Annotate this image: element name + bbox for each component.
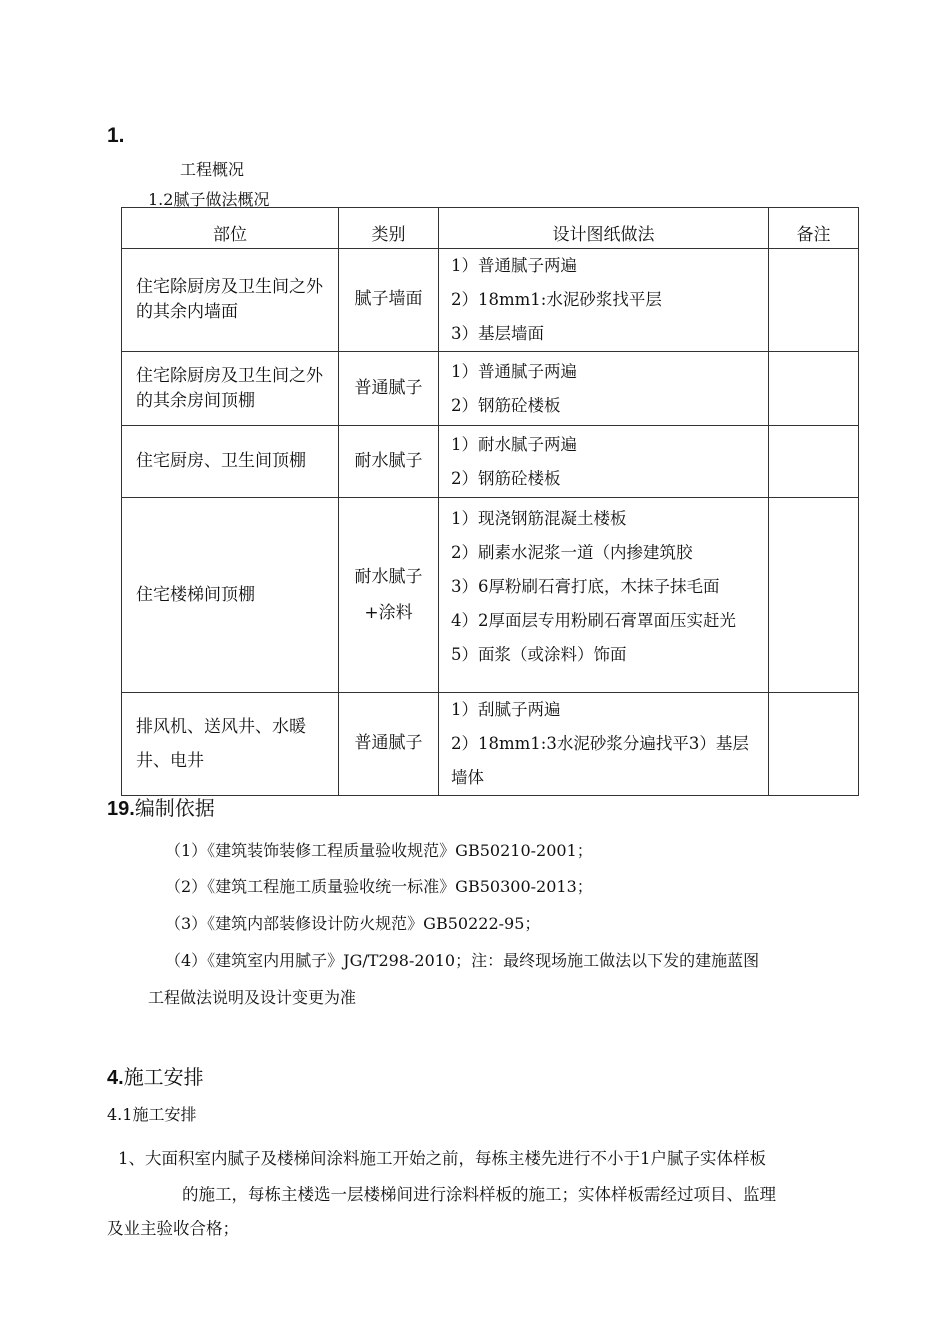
design-step: 3）6厚粉刷石膏打底，木抹子抹毛面 — [451, 577, 720, 596]
design-step: 2）钢筋砼楼板 — [451, 468, 561, 488]
row-category: 普通腻子 — [339, 693, 439, 796]
design-step: 1）刮腻子两遍 — [451, 700, 561, 719]
design-step: 2）刷素水泥浆一道（内掺建筑胶 — [451, 543, 693, 562]
table-row — [122, 249, 859, 352]
header-note: 备注 — [769, 208, 859, 249]
row-note — [769, 693, 859, 796]
row-part: 住宅除厨房及卫生间之外的其余内墙面 — [122, 249, 339, 352]
header-part: 部位 — [122, 208, 339, 249]
row-category: 耐水腻子 — [339, 426, 439, 498]
row-design — [439, 426, 769, 498]
row-note — [769, 249, 859, 352]
table-row — [122, 693, 859, 796]
design-step: 2）钢筋砼楼板 — [451, 395, 561, 415]
design-step: 2）18mm1:水泥砂浆找平层 — [451, 290, 662, 309]
reference-item: （2）《建筑工程施工质量验收统一标准》GB50300-2013； — [165, 877, 593, 896]
row-part: 住宅厨房、卫生间顶棚 — [122, 426, 339, 498]
subsection-1-2: 1.2腻子做法概况 — [148, 190, 270, 209]
header-design: 设计图纸做法 — [439, 208, 769, 249]
reference-item: （4）《建筑室内用腻子》JG/T298-2010；注：最终现场施工做法以下发的建施蓝图 — [165, 951, 760, 970]
design-step: 1）现浇钢筋混凝土楼板 — [451, 509, 627, 528]
row-note — [769, 498, 859, 693]
reference-item: （3）《建筑内部装修设计防火规范》GB50222-95； — [165, 914, 541, 933]
design-step: 2）18mm1:3水泥砂浆分遍找平3）基层墙体 — [451, 734, 749, 787]
row-design — [439, 498, 769, 693]
row-design — [439, 249, 769, 352]
reference-item: （1）《建筑装饰装修工程质量验收规范》GB50210-2001； — [165, 841, 593, 860]
row-design — [439, 352, 769, 426]
table-row — [122, 426, 859, 498]
design-step: 1）普通腻子两遍 — [451, 256, 577, 275]
row-part: 住宅除厨房及卫生间之外的其余房间顶棚 — [122, 352, 339, 426]
heading-1 — [107, 124, 125, 148]
row-note — [769, 426, 859, 498]
row-category: 普通腻子 — [339, 352, 439, 426]
row-category — [339, 498, 439, 693]
section-4-number: 4. — [107, 1067, 124, 1089]
row-note — [769, 352, 859, 426]
section-4-heading — [107, 1061, 204, 1090]
table-row — [122, 498, 859, 693]
row-part: 住宅楼梯间顶棚 — [122, 498, 339, 693]
table-header-row — [122, 208, 859, 249]
design-step: 1）耐水腻子两遍 — [451, 434, 577, 454]
section-19-title: 编制依据 — [134, 796, 215, 820]
putty-spec-table — [121, 207, 859, 796]
heading-1-number: 1. — [107, 124, 125, 147]
design-step: 4）2厚面层专用粉刷石膏罩面压实赶光 — [451, 611, 736, 630]
design-step: 1）普通腻子两遍 — [451, 361, 577, 381]
reference-item-continuation: 工程做法说明及设计变更为准 — [148, 988, 357, 1007]
design-step: 5）面浆（或涂料）饰面 — [451, 645, 627, 664]
paragraph-line: 1、大面积室内腻子及楼梯间涂料施工开始之前，每栋主楼先进行不小于1户腻子实体样板 — [118, 1149, 766, 1168]
row-category-text: 耐水腻子+涂料 — [354, 567, 423, 623]
section-19-number: 19. — [107, 798, 135, 820]
subsection-4-1: 4.1施工安排 — [107, 1105, 197, 1124]
row-design — [439, 693, 769, 796]
section-4-title: 施工安排 — [123, 1065, 204, 1089]
overview-title: 工程概况 — [180, 160, 245, 179]
paragraph-line: 的施工，每栋主楼选一层楼梯间进行涂料样板的施工；实体样板需经过项目、监理 — [182, 1185, 776, 1204]
row-category: 腻子墙面 — [339, 249, 439, 352]
section-19-heading — [107, 792, 215, 821]
header-category: 类别 — [339, 208, 439, 249]
design-step: 3）基层墙面 — [451, 324, 544, 343]
paragraph-line: 及业主验收合格； — [107, 1219, 239, 1238]
table-row — [122, 352, 859, 426]
row-part: 排风机、送风井、水暖井、电井 — [122, 693, 339, 796]
